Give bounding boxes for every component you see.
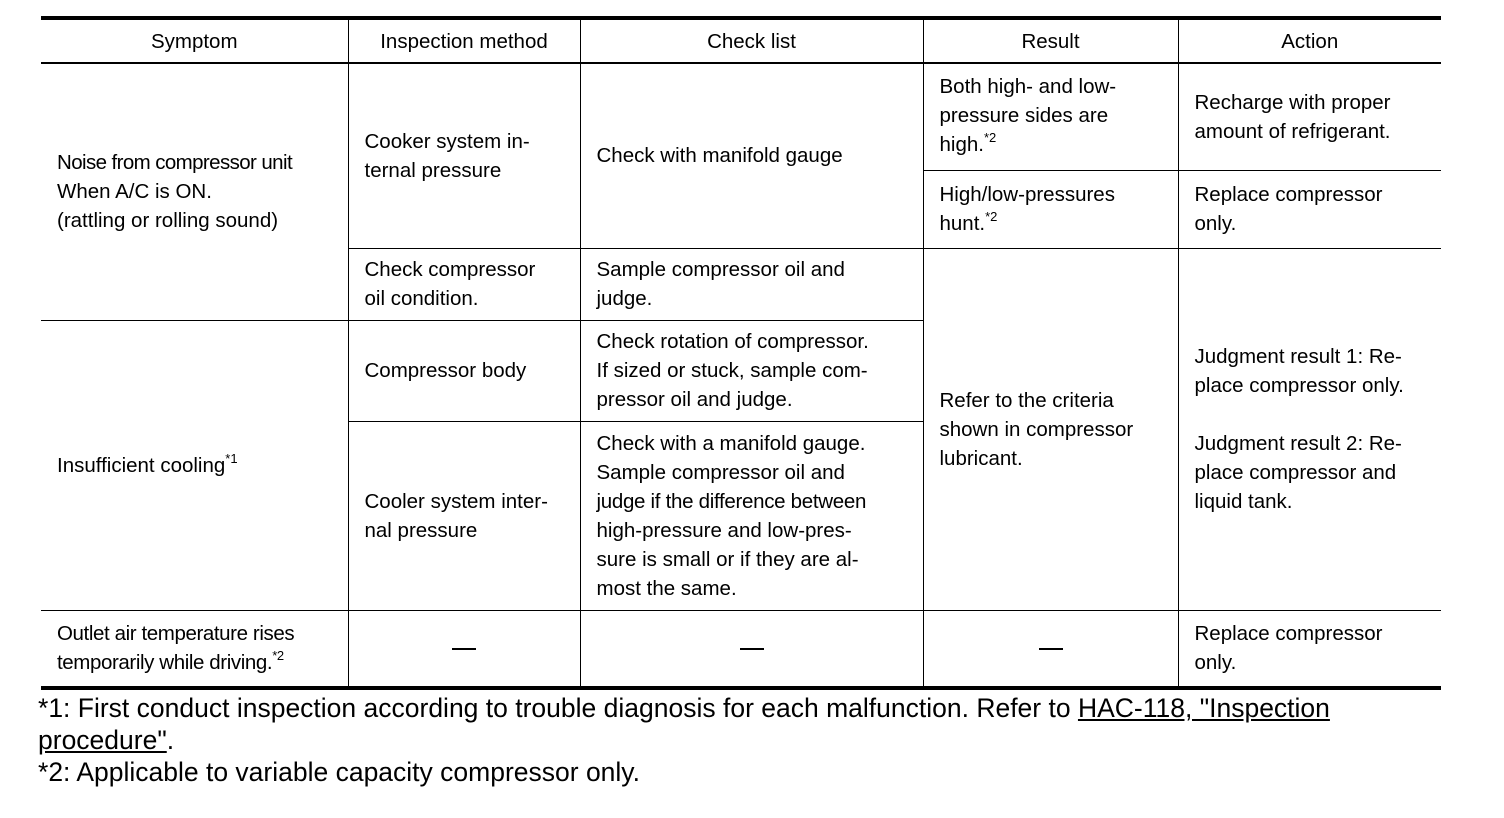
- dash-icon: [452, 648, 476, 650]
- check-rotation-line: If sized or stuck, sample com-: [596, 359, 868, 382]
- check-oil-cell: [580, 248, 923, 320]
- check-manifold-judge-line: sure is small or if they are al-: [596, 547, 859, 571]
- check-manifold-judge-line: high-pressure and low-pres-: [596, 518, 852, 542]
- method-oil-cell: [348, 248, 580, 320]
- result-high-line: pressure sides are: [939, 103, 1109, 127]
- action-recharge-line: Recharge with proper: [1194, 90, 1391, 114]
- judgment-2-line: place compressor and: [1194, 461, 1397, 484]
- check-rotation-line: pressor oil and judge.: [596, 388, 793, 411]
- footnote-ref-1: *1: [225, 450, 238, 466]
- dash-icon: [740, 648, 764, 650]
- check-manifold-judge-line: judge if the difference between: [596, 489, 867, 513]
- footnote-1: [38, 692, 1458, 724]
- symptom-insufficient-text: Insufficient cooling: [57, 453, 226, 477]
- result-high-line: Both high- and low-: [939, 74, 1117, 98]
- action-replace-line: Replace compressor: [1194, 183, 1383, 206]
- footnote-ref-2: *2: [983, 129, 997, 145]
- result-hunt-line: [940, 209, 1168, 238]
- header-check-list: Check list: [580, 18, 923, 63]
- header-inspection-method: Inspection method: [348, 18, 580, 63]
- result-refer-line: lubricant.: [939, 446, 1023, 470]
- judgment-2-line: Judgment result 2: Re-: [1194, 432, 1402, 455]
- action-recharge-line: amount of refrigerant.: [1194, 119, 1391, 143]
- action-judgment-cell: [1178, 248, 1441, 610]
- result-hunt-line: High/low-pressures: [939, 183, 1115, 206]
- dash-icon: [1039, 648, 1063, 650]
- header-result: Result: [923, 18, 1178, 63]
- result-high-text: high.: [939, 132, 984, 156]
- symptom-outlet-cell: [41, 610, 348, 688]
- judgment-1-line: place compressor only.: [1194, 374, 1404, 397]
- check-manifold-judge-line: Check with a manifold gauge.: [596, 431, 866, 455]
- check-oil-line: judge.: [596, 287, 653, 310]
- action-replace-cell: [1178, 170, 1441, 248]
- check-rotation-line: Check rotation of compressor.: [596, 330, 869, 353]
- check-manifold-cell: Check with manifold gauge: [580, 63, 923, 248]
- symptom-insufficient-cell: [41, 320, 348, 610]
- method-cooler-cell: [348, 421, 580, 610]
- footnote-1-text: *1: First conduct inspection according to trouble diagnosis for each malfunction. Refer to: [38, 693, 1078, 723]
- footnote-ref-2: *2: [272, 648, 284, 664]
- symptom-outlet-text: temporarily while driving.: [57, 651, 273, 675]
- judgment-2-line: liquid tank.: [1194, 490, 1293, 513]
- method-cooler-line: nal pressure: [364, 518, 478, 542]
- symptom-outlet-line: Outlet air temperature rises: [57, 622, 295, 646]
- inspection-procedure-link[interactable]: HAC-118, "Inspection: [1077, 693, 1330, 723]
- table-row: [41, 63, 1441, 170]
- method-oil-line: Check compressor: [364, 258, 536, 281]
- result-refer-cell: [923, 248, 1178, 610]
- symptom-noise-line: (rattling or rolling sound): [57, 209, 279, 233]
- footnote-ref-2: *2: [985, 209, 998, 224]
- method-oil-line: oil condition.: [364, 287, 479, 310]
- method-none-cell: [348, 610, 580, 688]
- method-cooler-line: Cooler system inter-: [364, 489, 548, 513]
- action-replace-only-line: Replace compressor: [1194, 622, 1383, 646]
- table-row: [41, 610, 1441, 688]
- footnote-1-period: .: [166, 725, 175, 755]
- action-recharge-cell: [1178, 63, 1441, 170]
- method-cooker-line: ternal pressure: [364, 158, 502, 182]
- result-high-cell: [923, 63, 1178, 170]
- symptom-noise-line: Noise from compressor unit: [57, 151, 293, 175]
- method-cooker-cell: [348, 63, 580, 248]
- action-replace-only-cell: [1178, 610, 1441, 688]
- header-row: [41, 18, 1441, 63]
- result-hunt-cell: [923, 170, 1178, 248]
- check-oil-line: Sample compressor oil and: [596, 258, 845, 281]
- method-cooker-line: Cooker system in-: [364, 129, 530, 153]
- result-hunt-text: hunt.: [939, 212, 986, 235]
- check-manifold-judge-cell: [580, 421, 923, 610]
- result-refer-line: Refer to the criteria: [939, 388, 1114, 412]
- inspection-procedure-link-continued[interactable]: procedure": [38, 725, 167, 755]
- header-action: Action: [1178, 18, 1441, 63]
- diagnosis-table: [41, 16, 1441, 690]
- action-replace-only-line: only.: [1194, 651, 1237, 675]
- symptom-outlet-line: [57, 648, 338, 677]
- check-manifold-judge-line: most the same.: [596, 576, 737, 600]
- action-replace-line: only.: [1194, 212, 1237, 235]
- header-symptom: Symptom: [41, 18, 348, 63]
- check-rotation-cell: [580, 320, 923, 421]
- result-high-line: [940, 130, 1168, 159]
- method-body-cell: Compressor body: [348, 320, 580, 421]
- judgment-result-1: [1195, 342, 1432, 400]
- result-none-cell: [923, 610, 1178, 688]
- check-manifold-judge-line: Sample compressor oil and: [596, 460, 845, 484]
- result-refer-line: shown in compressor: [939, 417, 1134, 441]
- footnote-2: *2: Applicable to variable capacity compressor only.: [38, 757, 640, 787]
- footnotes: [38, 692, 1458, 788]
- judgment-result-2: [1195, 429, 1432, 516]
- check-none-cell: [580, 610, 923, 688]
- footnote-1-continued: [38, 724, 1458, 756]
- judgment-1-line: Judgment result 1: Re-: [1194, 345, 1402, 368]
- symptom-noise-cell: [41, 63, 348, 320]
- symptom-noise-line: When A/C is ON.: [57, 180, 212, 204]
